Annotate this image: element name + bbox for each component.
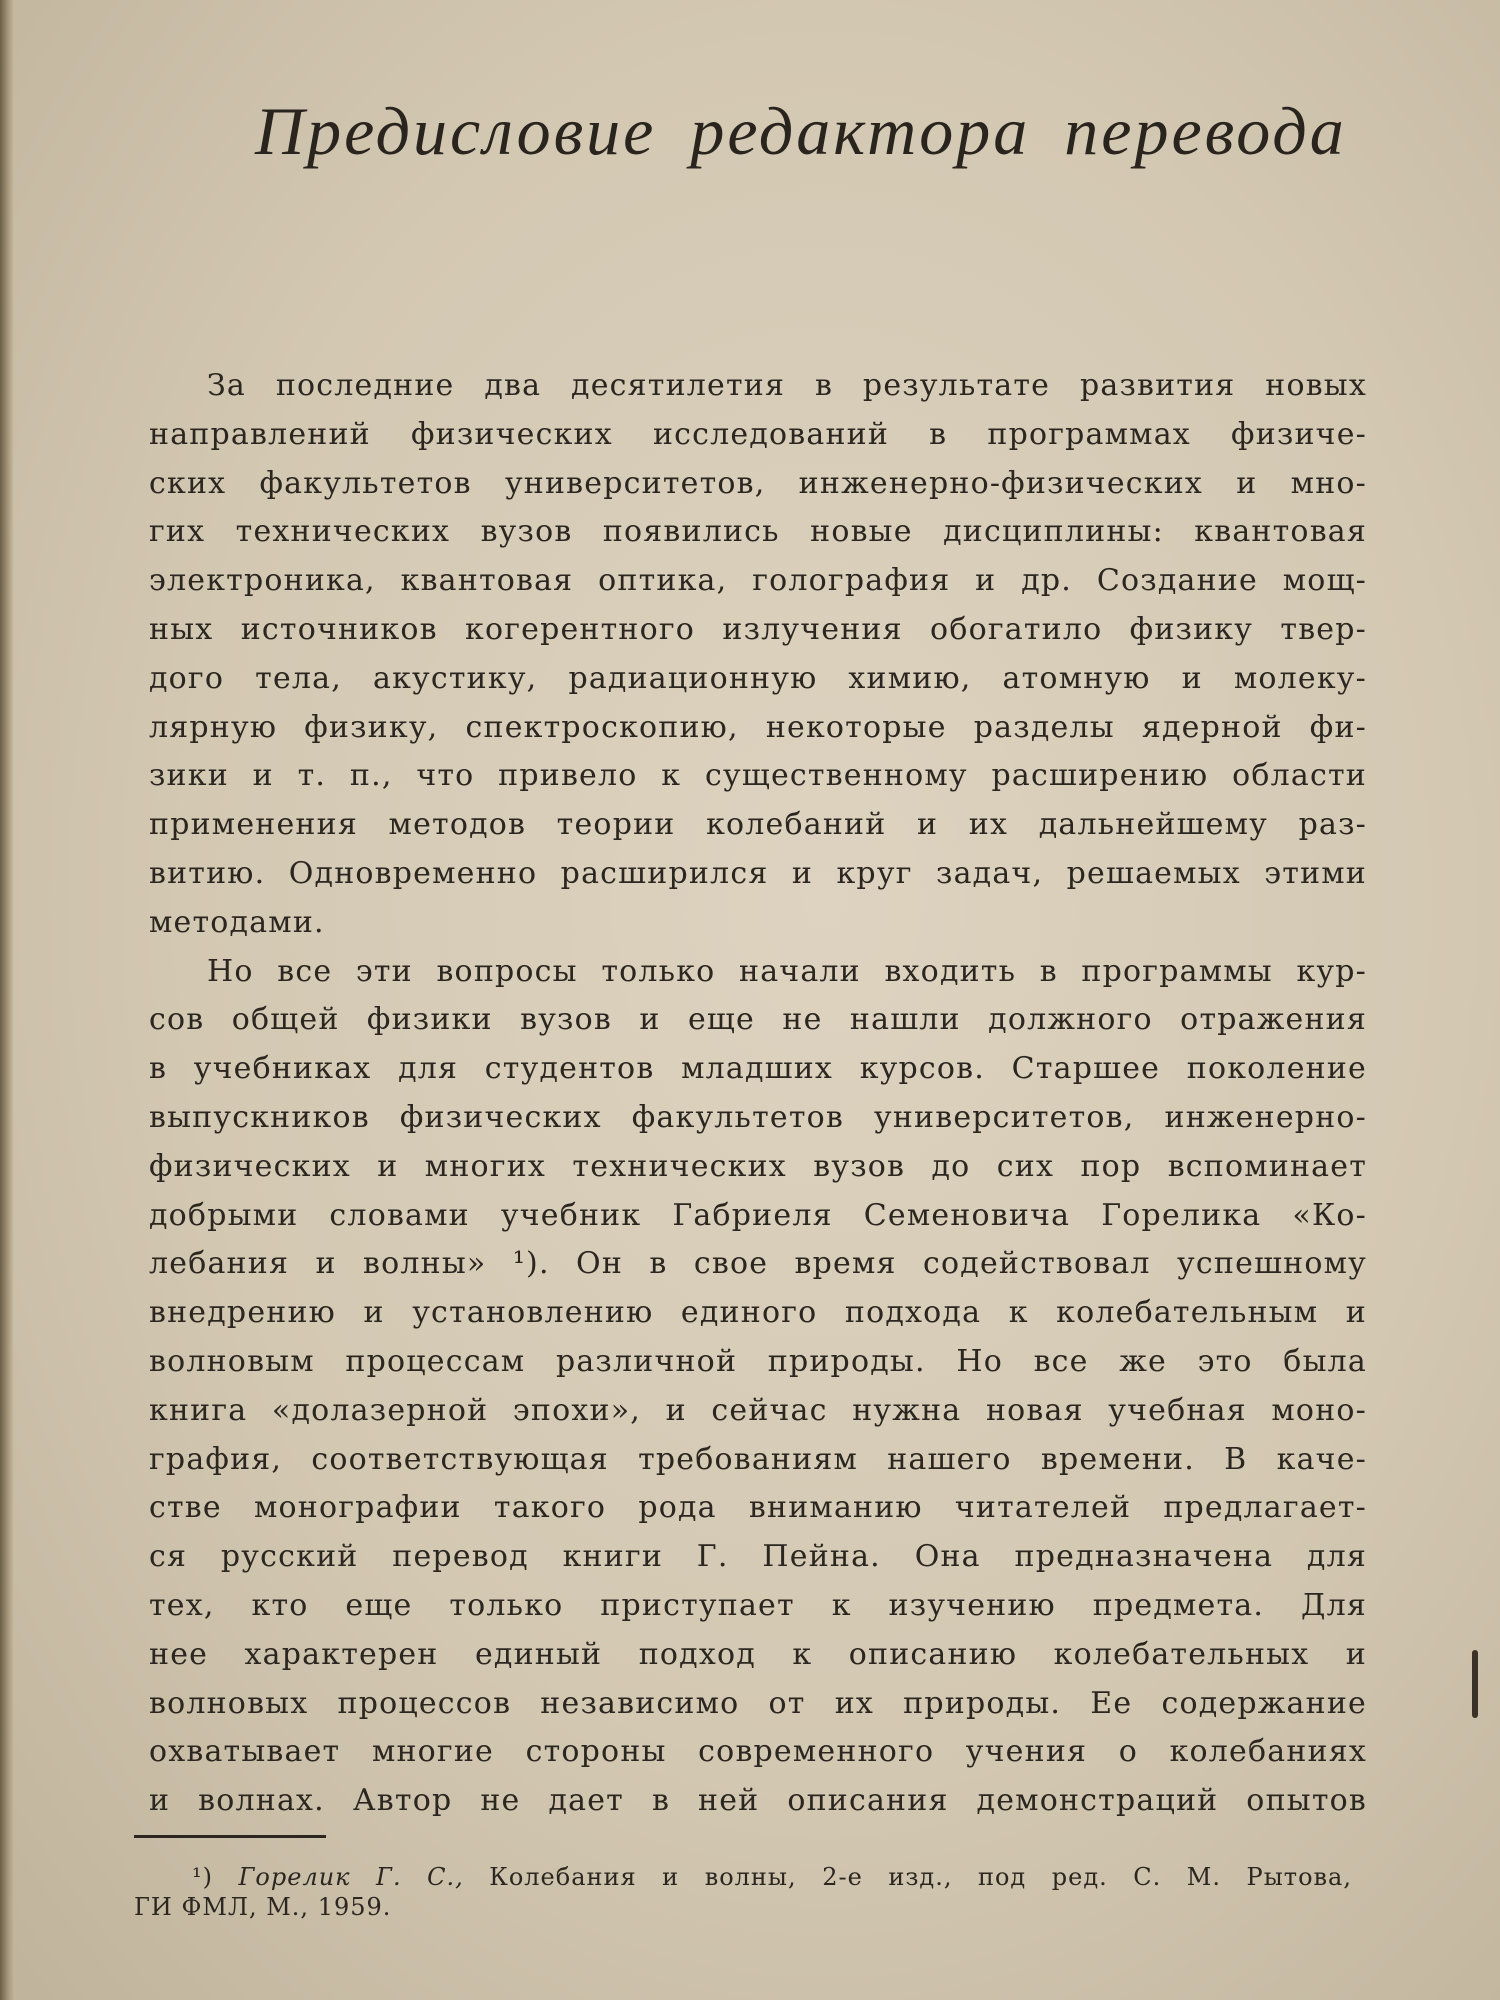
page-mark [1472,1650,1478,1718]
footnote-line-1 [134,1862,1352,1892]
text-line: Но все эти вопросы только начали входить в программы кур- [207,953,1367,989]
text-line: лярную физику, спектроскопию, некоторые разделы ядерной фи- [149,709,1367,745]
text-line: стве монографии такого рода вниманию читателей предлагает- [149,1490,1367,1526]
text-line: ных источников когерентного излучения обогатило физику твер- [149,611,1367,647]
footnote-divider [134,1835,326,1838]
text-line: выпускников физических факультетов университетов, инженерно- [149,1099,1367,1135]
text-line: ских факультетов университетов, инженерно-физических и мно- [149,465,1367,501]
footnote-line-2: ГИ ФМЛ, М., 1959. [134,1893,392,1921]
text-line: ся русский перевод книги Г. Пейна. Она предназначена для [149,1539,1367,1575]
footnote [134,1862,1352,1922]
text-line: направлений физических исследований в программах физиче- [149,416,1367,452]
text-line: книга «долазерной эпохи», и сейчас нужна новая учебная моно- [149,1392,1367,1428]
text-line: охватывает многие стороны современного учения о колебаниях [149,1734,1367,1770]
text-line: нее характерен единый подход к описанию колебательных и [149,1636,1367,1672]
text-line: внедрению и установлению единого подхода к колебательным и [149,1295,1367,1331]
text-line: лебания и волны» ¹). Он в свое время содействовал успешному [149,1246,1367,1282]
text-line: в учебниках для студентов младших курсов. Старшее поколение [149,1051,1367,1087]
text-line: физических и многих технических вузов до сих пор вспоминает [149,1148,1367,1184]
footnote-citation: Колебания и волны, 2-е изд., под ред. С. М. Рытова, [489,1863,1352,1891]
text-line: волновым процессам различной природы. Но все же это была [149,1343,1367,1379]
text-line: гих технических вузов появились новые дисциплины: квантовая [149,514,1367,550]
text-line: применения методов теории колебаний и их дальнейшему раз- [149,807,1367,843]
text-line: сов общей физики вузов и еще не нашли должного отражения [149,1002,1367,1038]
body-text [149,362,1367,1826]
footnote-marker: ¹) [192,1863,213,1891]
text-line: тех, кто еще только приступает к изучению предмета. Для [149,1587,1367,1623]
text-line: За последние два десятилетия в результате развития новых [207,368,1367,403]
text-line: волновых процессов независимо от их природы. Ее содержание [149,1685,1367,1721]
page-title: Предисловие редактора перевода [255,93,1347,169]
text-line: витию. Одновременно расширился и круг задач, решаемых этими [149,855,1367,891]
text-line: электроника, квантовая оптика, голография и др. Создание мощ- [149,563,1367,599]
footnote-author: Горелик Г. С., [238,1863,464,1891]
text-line: зики и т. п., что привело к существенному расширению области [149,758,1367,794]
text-line: добрыми словами учебник Габриеля Семеновича Горелика «Ко- [149,1197,1367,1233]
book-spine-edge [0,0,14,2000]
text-line: графия, соответствующая требованиям нашего времени. В каче- [149,1441,1367,1477]
text-line: методами. [149,904,325,940]
text-line: и волнах. Автор не дает в ней описания демонстраций опытов [149,1783,1367,1819]
text-line: дого тела, акустику, радиационную химию, атомную и молеку- [149,660,1367,696]
